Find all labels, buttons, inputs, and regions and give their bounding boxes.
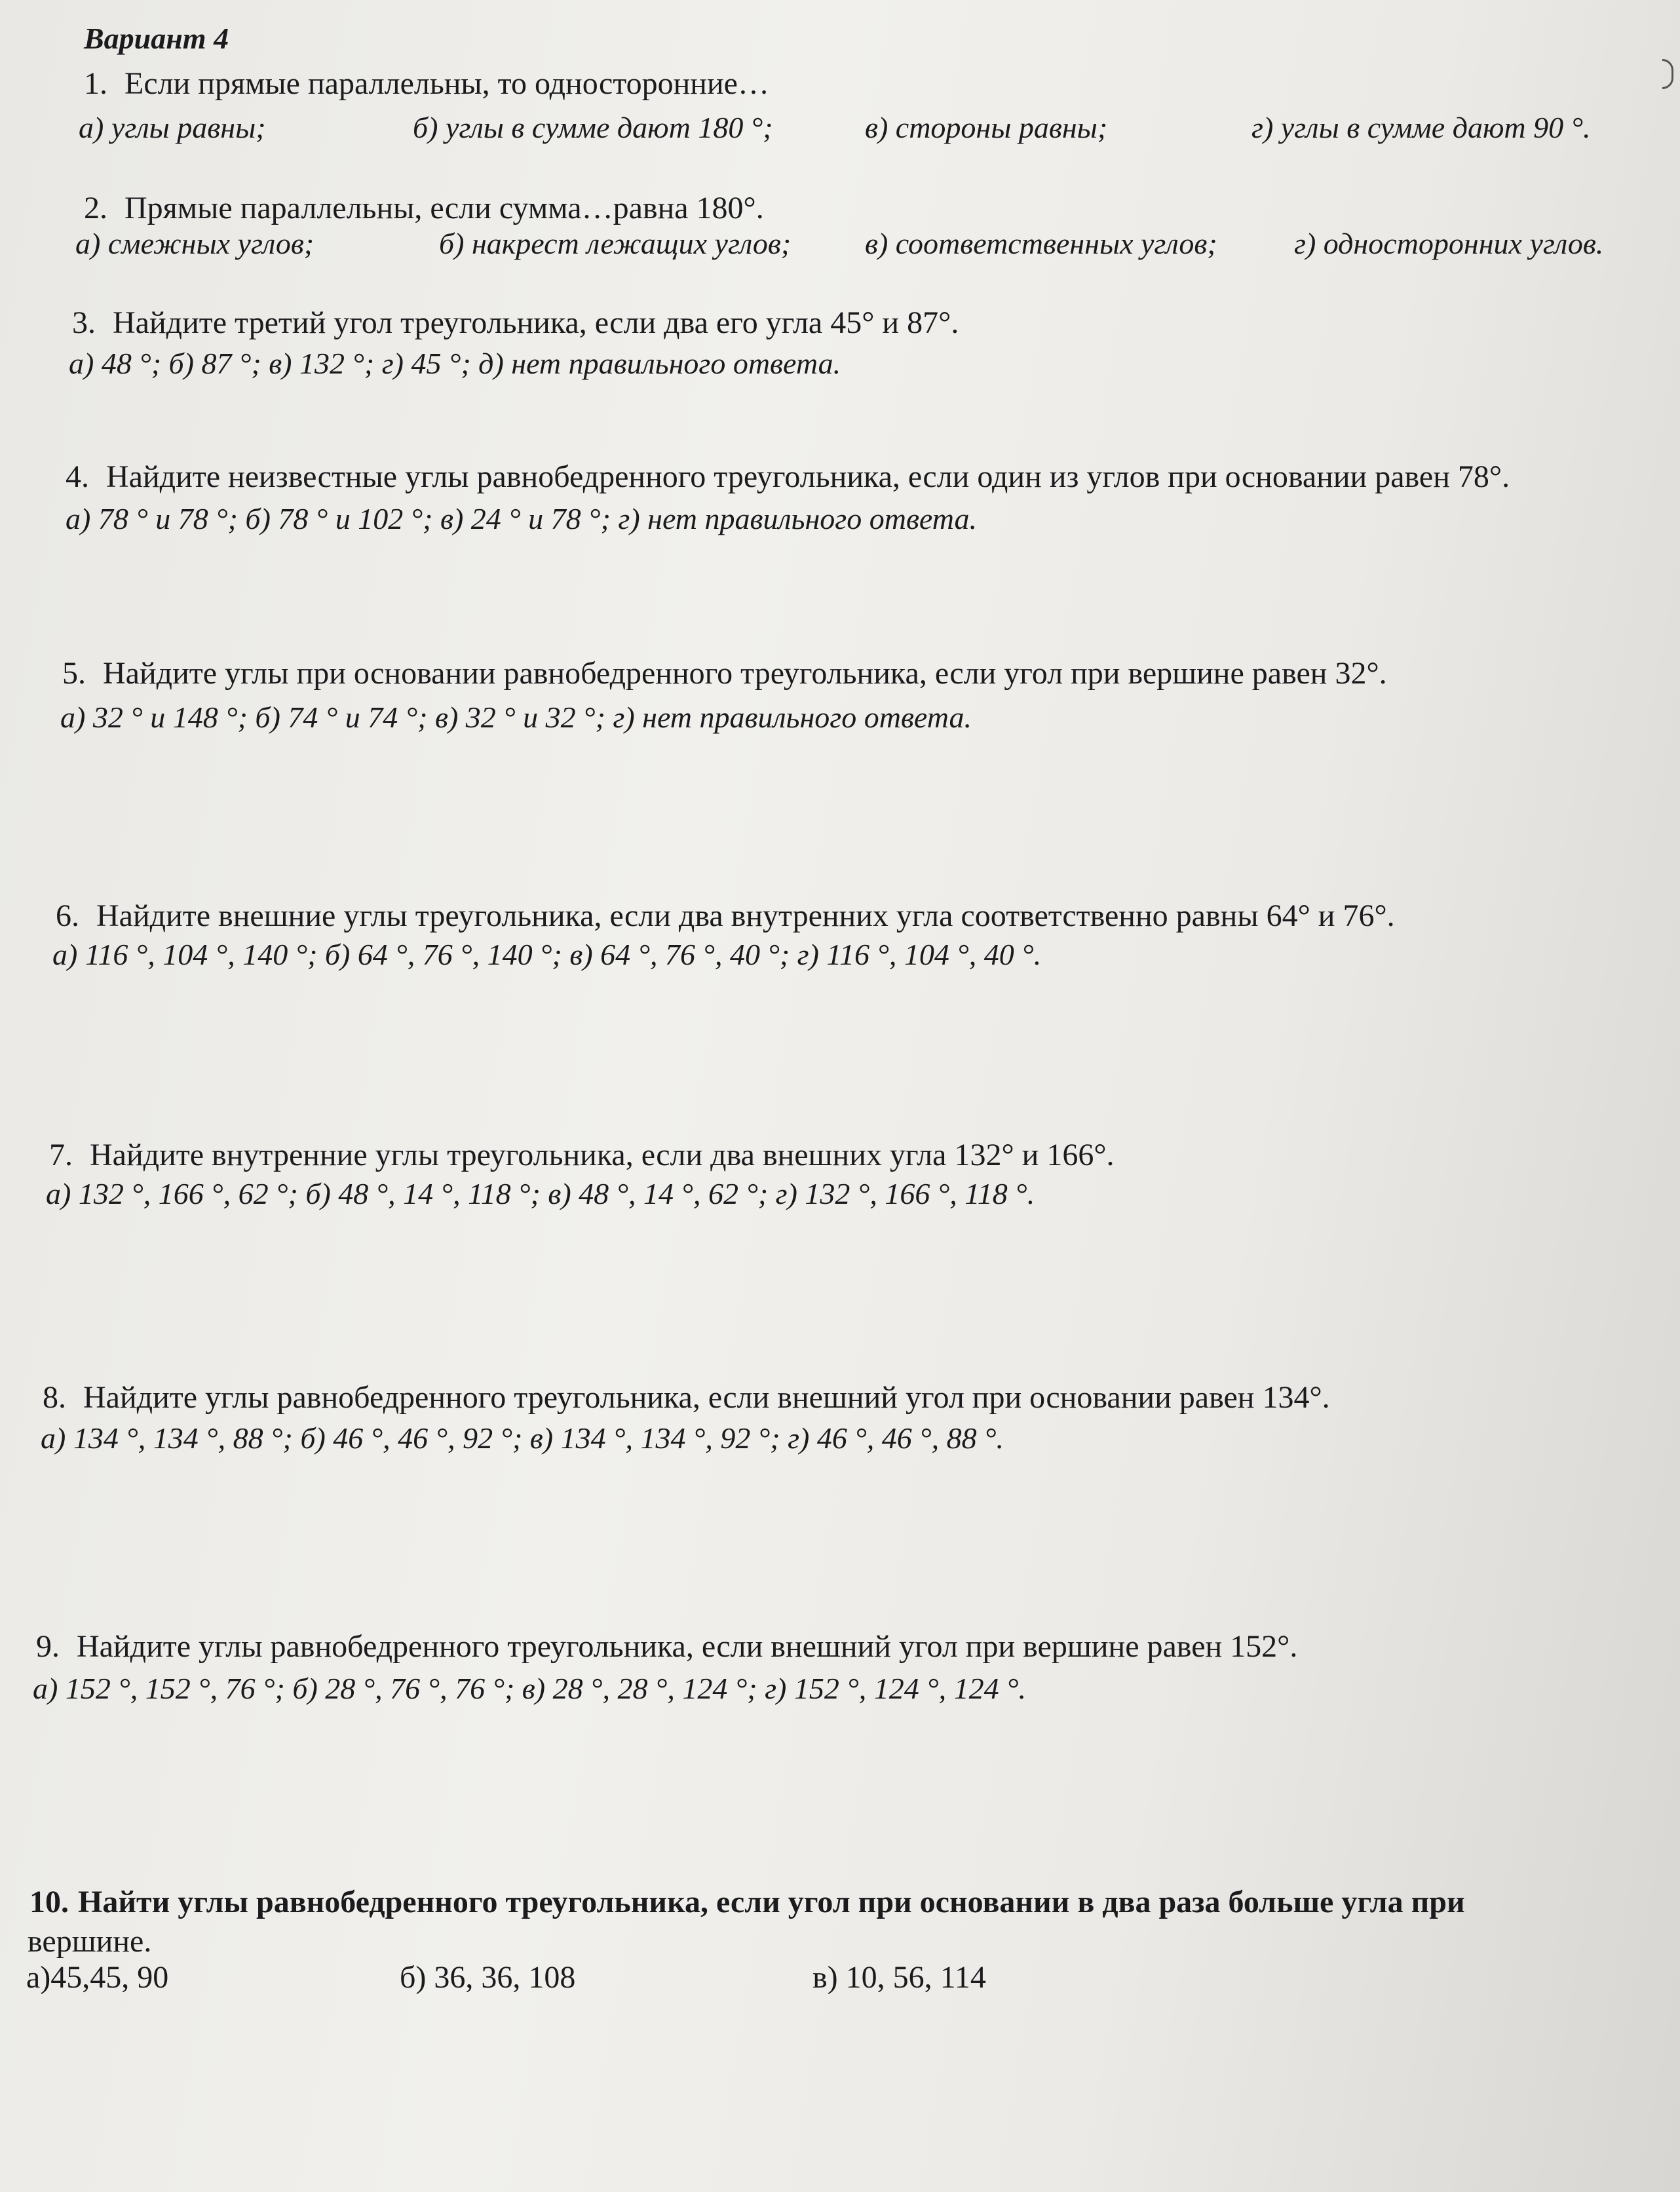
question-number: 8.: [43, 1380, 66, 1415]
question-number: 7.: [49, 1138, 73, 1172]
question-4: [66, 459, 1510, 495]
question-number: 6.: [56, 898, 79, 933]
question-4-options[interactable]: а) 78 ° и 78 °; б) 78 ° и 102 °; в) 24 ° и 78 °; г) нет правильного ответа.: [66, 502, 978, 535]
question-number: 10.: [29, 1885, 69, 1919]
question-3-options[interactable]: а) 48 °; б) 87 °; в) 132 °; г) 45 °; д) нет правильного ответа.: [69, 347, 841, 380]
question-1: [84, 66, 769, 102]
question-5: [62, 655, 1387, 691]
question-8: [43, 1379, 1330, 1415]
question-6: [56, 898, 1395, 934]
paper-edge-mark: [1662, 59, 1673, 89]
question-number: 5.: [62, 656, 86, 691]
question-10: [29, 1884, 1465, 1920]
question-7-options[interactable]: а) 132 °, 166 °, 62 °; б) 48 °, 14 °, 118 °; в) 48 °, 14 °, 62 °; г) 132 °, 166 °, 118 °.: [46, 1177, 1035, 1210]
question-text: Найти углы равнобедренного треугольника, если угол при основании в два раза больше угла при: [78, 1885, 1465, 1919]
question-3: [72, 305, 959, 341]
option-v[interactable]: в) 10, 56, 114: [812, 1960, 986, 1995]
option-b[interactable]: б) 36, 36, 108: [400, 1960, 576, 1995]
option-a[interactable]: а) смежных углов;: [75, 227, 315, 260]
question-text: Прямые параллельны, если сумма…равна 180°.: [124, 191, 764, 225]
question-text: Найдите внешние углы треугольника, если два внутренних угла соответственно равны 64° и 76°.: [96, 898, 1395, 933]
option-v[interactable]: в) соответственных углов;: [865, 227, 1217, 260]
option-g[interactable]: г) углы в сумме дают 90 °.: [1251, 111, 1591, 144]
option-g[interactable]: г) односторонних углов.: [1294, 227, 1604, 260]
option-b[interactable]: б) накрест лежащих углов;: [439, 227, 792, 260]
question-1-options: [79, 110, 1651, 149]
question-2: [84, 190, 764, 226]
question-number: 1.: [84, 66, 107, 101]
question-6-options[interactable]: а) 116 °, 104 °, 140 °; б) 64 °, 76 °, 140 °; в) 64 °, 76 °, 40 °; г) 116 °, 104 °, 40 °.: [52, 938, 1042, 971]
question-text: Найдите углы равнобедренного треугольника, если внешний угол при вершине равен 152°.: [77, 1629, 1298, 1664]
question-text: Найдите неизвестные углы равнобедренного треугольника, если один из углов при основании равен 78°.: [106, 459, 1510, 494]
question-text: Найдите углы при основании равнобедренного треугольника, если угол при вершине равен 32°.: [103, 656, 1387, 691]
question-number: 4.: [66, 459, 89, 494]
question-10-options: [26, 1959, 1075, 1999]
variant-title: Вариант 4: [84, 22, 229, 55]
question-text: Найдите внутренние углы треугольника, если два внешних угла 132° и 166°.: [90, 1138, 1115, 1172]
question-number: 3.: [72, 305, 96, 340]
question-2-options: [75, 226, 1661, 265]
option-v[interactable]: в) стороны равны;: [865, 111, 1108, 144]
question-number: 9.: [36, 1629, 60, 1664]
question-10-continuation: вершине.: [28, 1924, 152, 1959]
option-b[interactable]: б) углы в сумме дают 180 °;: [413, 111, 773, 144]
question-text: Если прямые параллельны, то односторонние…: [124, 66, 769, 101]
question-9: [36, 1628, 1297, 1664]
question-8-options[interactable]: а) 134 °, 134 °, 88 °; б) 46 °, 46 °, 92 °; в) 134 °, 134 °, 92 °; г) 46 °, 46 °, 88 °.: [41, 1421, 1004, 1455]
question-9-options[interactable]: а) 152 °, 152 °, 76 °; б) 28 °, 76 °, 76 °; в) 28 °, 28 °, 124 °; г) 152 °, 124 °, 124 °.: [33, 1672, 1027, 1705]
question-text: Найдите углы равнобедренного треугольника, если внешний угол при основании равен 134°.: [83, 1380, 1330, 1415]
option-a[interactable]: а)45,45, 90: [26, 1960, 169, 1995]
option-a[interactable]: а) углы равны;: [79, 111, 266, 144]
question-5-options[interactable]: а) 32 ° и 148 °; б) 74 ° и 74 °; в) 32 ° и 32 °; г) нет правильного ответа.: [60, 701, 972, 734]
question-7: [49, 1137, 1115, 1173]
question-number: 2.: [84, 191, 107, 225]
question-text: Найдите третий угол треугольника, если два его угла 45° и 87°.: [113, 305, 959, 340]
